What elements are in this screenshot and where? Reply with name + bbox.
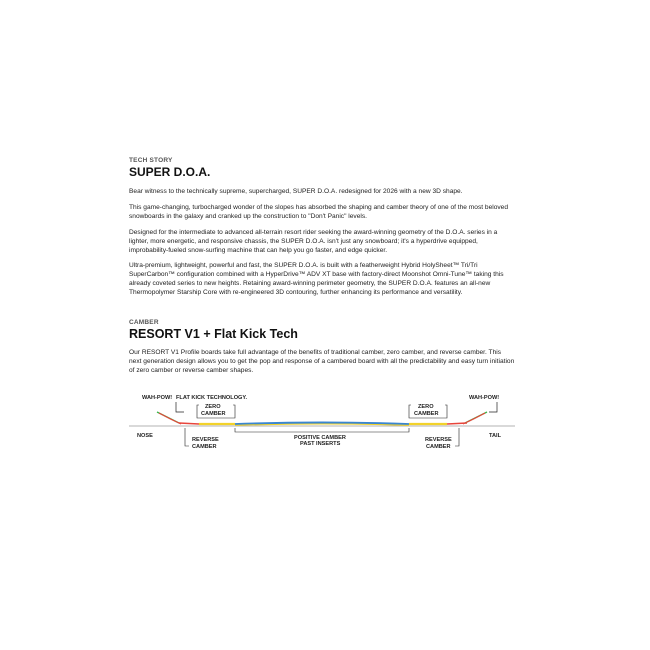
tail-label: TAIL xyxy=(489,432,502,439)
profile-red-nose xyxy=(179,423,199,424)
camber-profile-svg xyxy=(129,390,515,462)
zero-camber-left-label: CAMBER xyxy=(201,410,226,417)
tech-story-paragraph: Ultra-premium, lightweight, powerful and fast, the SUPER D.O.A. is built with a featherweight Hybrid HolySheet™ Tri/Tri SuperCarbon™ configuration combined with a HyperDrive™ ADV XT base with factory-direct Moonshot Omni-Tune™ taking this already coveted series to new heights. Retaining award-winning perimeter geometry, the SUPER D.O.A. features an all-new Thermopolymer Starship Core with re-engineered 3D contouring, further enhancing its performance and versatility. xyxy=(129,262,504,297)
nose-label: NOSE xyxy=(137,432,153,439)
zero-camber-left-label: ZERO xyxy=(205,403,221,410)
profile-red-left xyxy=(159,413,181,424)
content xyxy=(129,157,515,462)
camber-title: RESORT V1 + Flat Kick Tech xyxy=(129,327,298,342)
camber-section xyxy=(129,319,515,376)
positive-camber-bracket xyxy=(235,428,409,432)
reverse-camber-left-bracket xyxy=(185,428,189,446)
tech-story-eyebrow: TECH STORY xyxy=(129,157,173,164)
camber-eyebrow: CAMBER xyxy=(129,319,159,327)
camber-paragraph: Our RESORT V1 Profile boards take full advantage of the benefits of traditional camber, zero camber, and reverse camber. This next generation design allows you to get the pop and response of a cambered board with all the predictability and easy turn initiation of zero camber or reverse camber shapes. xyxy=(129,349,515,374)
flat-kick-bracket xyxy=(176,402,184,412)
profile-red-right xyxy=(463,413,485,424)
reverse-camber-left-label: CAMBER xyxy=(192,443,217,450)
flat-kick-label: FLAT KICK TECHNOLOGY. xyxy=(176,394,248,401)
zero-camber-right-label: CAMBER xyxy=(414,410,439,417)
tech-story-paragraph: This game-changing, turbocharged wonder of the slopes has absorbed the shaping and camber theory of one of the most beloved snowboards in the galaxy and cranked up the construction to "Don't Panic" levels. xyxy=(129,203,509,220)
tech-story-paragraph: Designed for the intermediate to advanced all-terrain resort rider seeking the award-winning geometry of the D.O.A. series in a lighter, more energetic, and responsive chassis, the SUPER D.O.A. isn't just any snowboard; it's a hyperdrive equipped, improbability-fueled snow-surfing machine that can help you go faster, and edge quicker. xyxy=(129,228,498,254)
tech-story-paragraph: Bear witness to the technically supreme, supercharged, SUPER D.O.A. redesigned for 2026 with a new 3D shape. xyxy=(129,188,463,195)
profile-yellow-camber xyxy=(235,424,409,425)
positive-camber-label: PAST INSERTS xyxy=(300,440,341,447)
zero-camber-right-label: ZERO xyxy=(418,403,434,410)
wah-pow-right-label: WAH-POW! xyxy=(469,394,500,401)
reverse-camber-right-label: CAMBER xyxy=(426,443,451,450)
positive-camber-label: POSITIVE CAMBER xyxy=(294,434,346,441)
reverse-camber-left-label: REVERSE xyxy=(192,436,219,443)
tech-story-title: SUPER D.O.A. xyxy=(129,165,211,179)
camber-profile-diagram xyxy=(129,390,515,462)
reverse-camber-right-label: REVERSE xyxy=(425,436,452,443)
wah-pow-right-bracket xyxy=(489,402,497,412)
reverse-camber-right-bracket xyxy=(455,428,459,446)
wah-pow-left-label: WAH-POW! xyxy=(142,394,173,401)
